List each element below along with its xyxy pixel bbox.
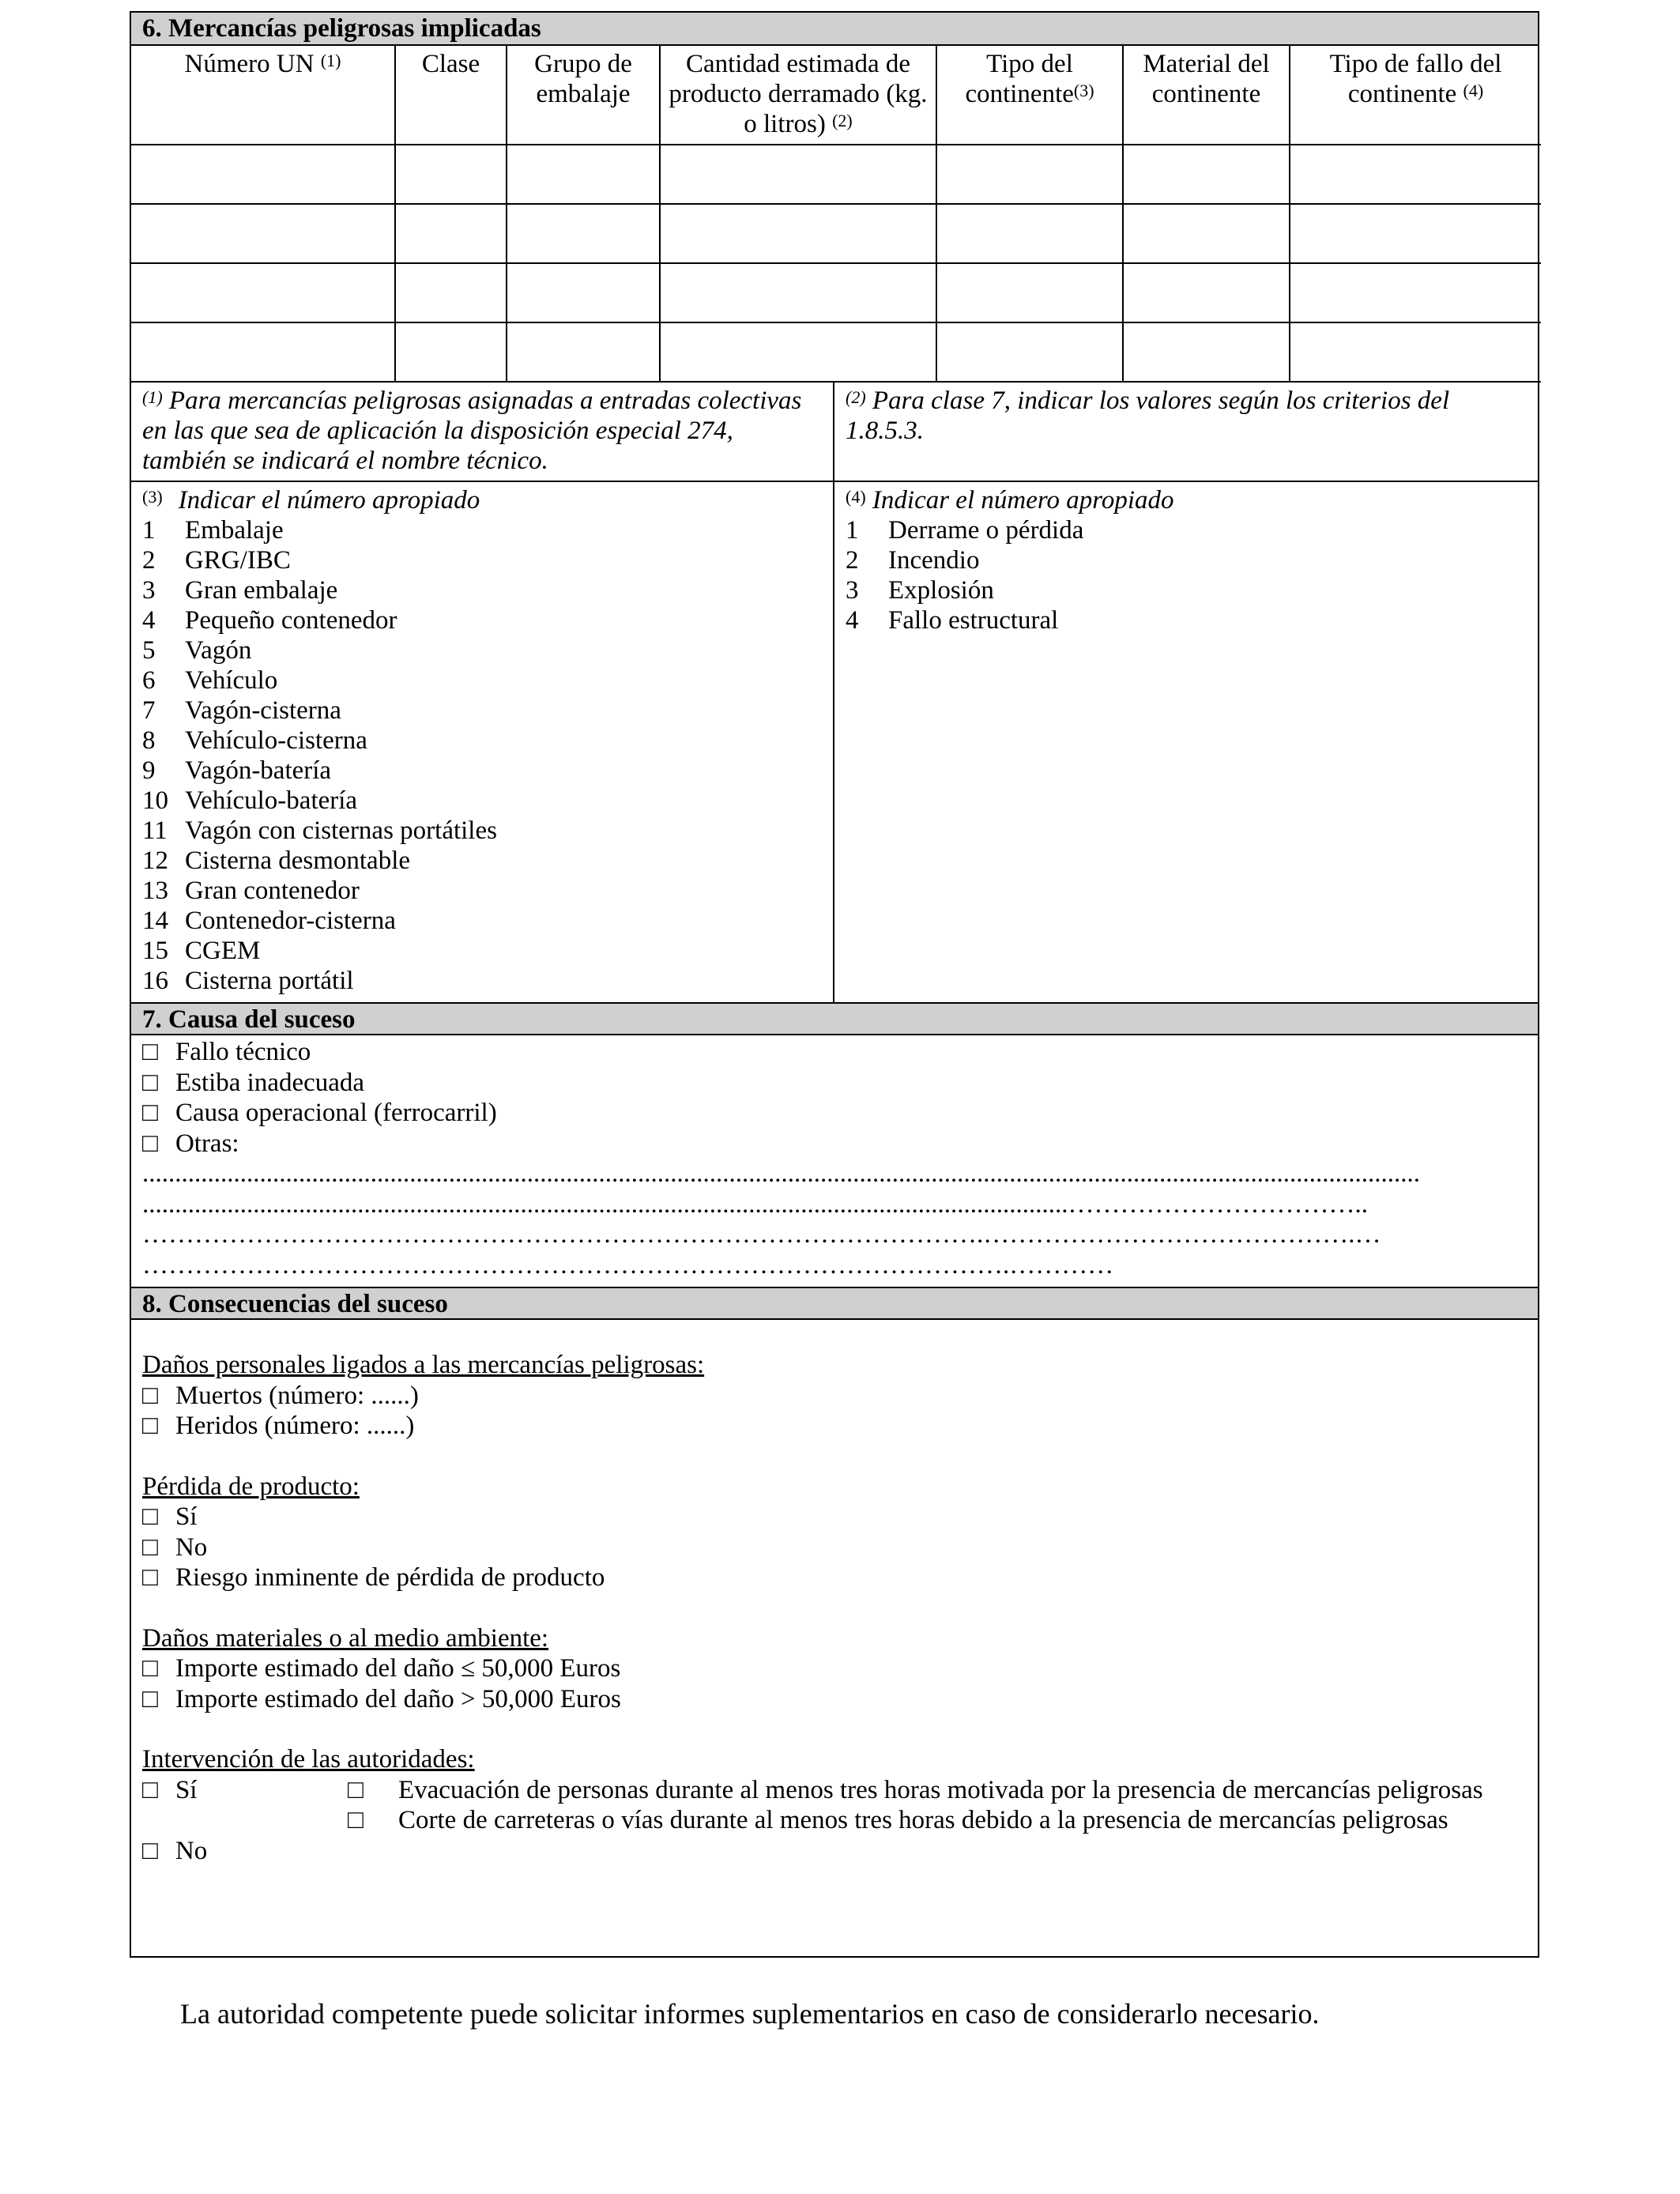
list-item-number: 16 — [142, 967, 168, 995]
table-cell[interactable] — [1290, 263, 1541, 322]
section-7-title: 7. Causa del suceso — [131, 1002, 1538, 1035]
footnotes-row-2 — [131, 482, 1538, 1002]
list-item — [142, 936, 822, 966]
section-7-body — [131, 1035, 1538, 1287]
authorities-intervention — [142, 1775, 1527, 1836]
list-item-label: Vagón — [185, 636, 252, 665]
road-closure-checkbox[interactable]: □ Corte de carreteras o vías durante al menos tres horas debido a la presencia de mercancías peligrosas — [348, 1806, 1448, 1834]
footnote-2: $^{(2)}$ Para clase 7, indicar los valores según los criterios del 1.8.5.3. — [846, 386, 1450, 445]
other-cause-line[interactable]: ..............................................................................................................................................…………………………….. — [142, 1189, 1368, 1219]
list-item-label: Embalaje — [185, 516, 284, 545]
list-item-label: Vagón-batería — [185, 756, 332, 785]
list-item-label: CGEM — [185, 937, 261, 965]
list-item-number: 4 — [846, 606, 859, 635]
table-cell[interactable] — [936, 263, 1123, 322]
list-item-number: 8 — [142, 726, 156, 755]
list-item — [142, 726, 822, 756]
table-cell[interactable] — [660, 322, 936, 382]
list-item-label: Cisterna portátil — [185, 967, 354, 995]
list-item-number: 1 — [142, 516, 156, 545]
list-item — [142, 876, 822, 906]
product-loss-heading: Pérdida de producto: — [142, 1472, 360, 1501]
table-cell[interactable] — [395, 204, 507, 263]
list-item-number: 15 — [142, 937, 168, 965]
list-item-number: 10 — [142, 786, 168, 815]
authorities-heading: Intervención de las autoridades: — [142, 1745, 475, 1774]
list-item — [142, 816, 822, 846]
list-item — [846, 515, 1527, 545]
list-item-label: Gran contenedor — [185, 876, 360, 905]
list-item-number: 5 — [142, 636, 156, 665]
list-item-label: Vagón con cisternas portátiles — [185, 816, 497, 845]
table-cell[interactable] — [1123, 204, 1290, 263]
list-item — [846, 575, 1527, 605]
list-item — [142, 635, 822, 665]
list-item-number: 13 — [142, 876, 168, 905]
col-header-un-number: Número UN $^{(1)}$ — [131, 46, 395, 145]
table-row — [131, 322, 1541, 382]
list-item-label: Explosión — [888, 576, 994, 605]
list-item — [142, 665, 822, 696]
list-item-label: Vehículo-cisterna — [185, 726, 367, 755]
product-loss-risk-checkbox[interactable]: □ Riesgo inminente de pérdida de producto — [142, 1563, 605, 1592]
list-item — [142, 906, 822, 936]
table-cell[interactable] — [1290, 204, 1541, 263]
table-cell[interactable] — [936, 145, 1123, 204]
col-header-container-material: Material del continente — [1123, 46, 1290, 145]
table-cell[interactable] — [131, 322, 395, 382]
list-item-label: Vagón-cisterna — [185, 696, 341, 725]
product-loss-yes-checkbox[interactable]: □ Sí — [142, 1502, 198, 1531]
list-item-label: Gran embalaje — [185, 576, 338, 605]
table-cell[interactable] — [507, 263, 660, 322]
section-8-title: 8. Consecuencias del suceso — [131, 1287, 1538, 1320]
table-row — [131, 145, 1541, 204]
table-cell[interactable] — [1123, 322, 1290, 382]
failure-type-list — [846, 515, 1527, 635]
deaths-checkbox[interactable]: □ Muertos (número: ......) — [142, 1381, 419, 1410]
list-item — [142, 966, 822, 996]
list-item-label: Cisterna desmontable — [185, 846, 411, 875]
footnote-3-title: Indicar el número apropiado — [178, 486, 480, 515]
evacuation-checkbox[interactable]: □ Evacuación de personas durante al menos tres horas motivada por la presencia de mercancías peligrosas — [348, 1775, 1483, 1804]
table-row — [131, 204, 1541, 263]
damage-gt-50000-checkbox[interactable]: □ Importe estimado del daño > 50,000 Euros — [142, 1684, 621, 1713]
list-item-number: 3 — [846, 576, 859, 605]
personal-damage-heading: Daños personales ligados a las mercancías peligrosas: — [142, 1351, 705, 1379]
list-item-label: Vehículo-batería — [185, 786, 358, 815]
table-cell[interactable] — [507, 322, 660, 382]
dangerous-goods-table — [131, 46, 1541, 383]
col-header-class: Clase — [395, 46, 507, 145]
table-cell[interactable] — [395, 263, 507, 322]
list-item-label: GRG/IBC — [185, 546, 291, 575]
list-item — [142, 605, 822, 635]
col-header-container-type: Tipo del continente$^{(3)}$ — [936, 46, 1123, 145]
list-item — [142, 756, 822, 786]
list-item-number: 3 — [142, 576, 156, 605]
list-item — [142, 515, 822, 545]
table-cell[interactable] — [131, 145, 395, 204]
damage-le-50000-checkbox[interactable]: □ Importe estimado del daño ≤ 50,000 Euros — [142, 1654, 621, 1683]
table-cell[interactable] — [1290, 145, 1541, 204]
list-item-number: 12 — [142, 846, 168, 875]
container-type-list — [142, 515, 822, 996]
cause-operational-railway-checkbox[interactable]: □ Causa operacional (ferrocarril) — [142, 1099, 497, 1127]
list-item — [142, 575, 822, 605]
table-cell[interactable] — [660, 145, 936, 204]
list-item — [142, 786, 822, 816]
table-cell[interactable] — [1290, 322, 1541, 382]
other-cause-line[interactable]: .................................................................................................................................................................................................... — [142, 1159, 1420, 1188]
col-header-failure-type: Tipo de fallo del continente $^{(4)}$ — [1290, 46, 1541, 145]
cause-other-checkbox[interactable]: □ Otras: — [142, 1129, 239, 1158]
list-item-number: 9 — [142, 756, 156, 785]
table-cell[interactable] — [936, 204, 1123, 263]
list-item-number: 7 — [142, 696, 156, 725]
section-6-title: 6. Mercancías peligrosas implicadas — [131, 13, 1538, 46]
list-item-label: Contenedor-cisterna — [185, 907, 396, 935]
table-cell[interactable] — [1123, 263, 1290, 322]
footnote-1: $^{(1)}$ Para mercancías peligrosas asignadas a entradas colectivas en las que sea de aplicación la disposición especial 274, también se indicará el nombre técnico. — [131, 383, 834, 481]
footnote-4-title: Indicar el número apropiado — [872, 486, 1174, 515]
cause-technical-failure-checkbox[interactable]: □ Fallo técnico — [142, 1038, 311, 1066]
table-cell[interactable] — [131, 263, 395, 322]
list-item-number: 6 — [142, 666, 156, 695]
footnotes-row-1 — [131, 383, 1538, 482]
list-item-label: Fallo estructural — [888, 606, 1059, 635]
authorities-yes-checkbox[interactable]: □ Sí — [142, 1775, 198, 1804]
list-item-label: Vehículo — [185, 666, 278, 695]
list-item-number: 2 — [846, 546, 859, 575]
table-cell[interactable] — [507, 204, 660, 263]
footer-note: La autoridad competente puede solicitar informes suplementarios en caso de considerarlo necesario. — [180, 1998, 1320, 2030]
table-cell[interactable] — [1123, 145, 1290, 204]
product-loss-no-checkbox[interactable]: □ No — [142, 1532, 208, 1562]
list-item-number: 2 — [142, 546, 156, 575]
table-cell[interactable] — [507, 145, 660, 204]
material-damage-heading: Daños materiales o al medio ambiente: — [142, 1623, 549, 1653]
list-item-label: Incendio — [888, 546, 980, 575]
table-cell[interactable] — [131, 204, 395, 263]
injured-checkbox[interactable]: □ Heridos (número: ......) — [142, 1412, 415, 1440]
footnote-4-failure-types: $^{(4)}$ Indicar el número apropiado 1 Derrame o pérdida 2 Incendio 3 Explosión 4 Fallo estructural — [834, 482, 1538, 1002]
cause-improper-stowage-checkbox[interactable]: □ Estiba inadecuada — [142, 1068, 365, 1097]
table-cell[interactable] — [395, 322, 507, 382]
authorities-no-checkbox[interactable]: □ No — [142, 1836, 208, 1865]
list-item — [142, 696, 822, 726]
incident-report-form — [130, 11, 1539, 1958]
list-item — [142, 846, 822, 876]
list-item-label: Pequeño contenedor — [185, 606, 397, 635]
list-item-label: Derrame o pérdida — [888, 516, 1084, 545]
other-cause-line[interactable]: ……………………………………………………………………………………….………… — [142, 1250, 1114, 1280]
table-cell[interactable] — [395, 145, 507, 204]
footnote-3-container-types: $^{(3)}$ Indicar el número apropiado 1 Embalaje 2 GRG/IBC 3 Gran embalaje 4 Pequeño contenedor 5 Vagón 6 Vehículo 7 Vagón-cisterna 8 Vehículo-cisterna 9 Vagón-batería 10 Vehículo-batería 11 Vagón con cisternas portátiles 12 Cisterna desmontable 13 Gran contenedor 14 Contenedor-cisterna 15 CGEM 16 Cisterna portátil — [131, 482, 834, 1002]
list-item-number: 1 — [846, 516, 859, 545]
list-item-number: 14 — [142, 907, 168, 935]
col-header-estimated-quantity: Cantidad estimada de producto derramado (kg. o litros) $^{(2)}$ — [660, 46, 936, 145]
table-header-row — [131, 46, 1541, 145]
other-cause-line[interactable]: …………………………………………………………………………………….…………………………………….… — [142, 1220, 1381, 1249]
list-item — [846, 545, 1527, 575]
list-item — [142, 545, 822, 575]
section-8-body — [131, 1320, 1538, 1956]
table-cell[interactable] — [936, 322, 1123, 382]
table-row — [131, 263, 1541, 322]
list-item — [846, 605, 1527, 635]
list-item-number: 11 — [142, 816, 168, 845]
table-cell[interactable] — [660, 204, 936, 263]
col-header-packing-group: Grupo de embalaje — [507, 46, 660, 145]
list-item-number: 4 — [142, 606, 156, 635]
table-cell[interactable] — [660, 263, 936, 322]
